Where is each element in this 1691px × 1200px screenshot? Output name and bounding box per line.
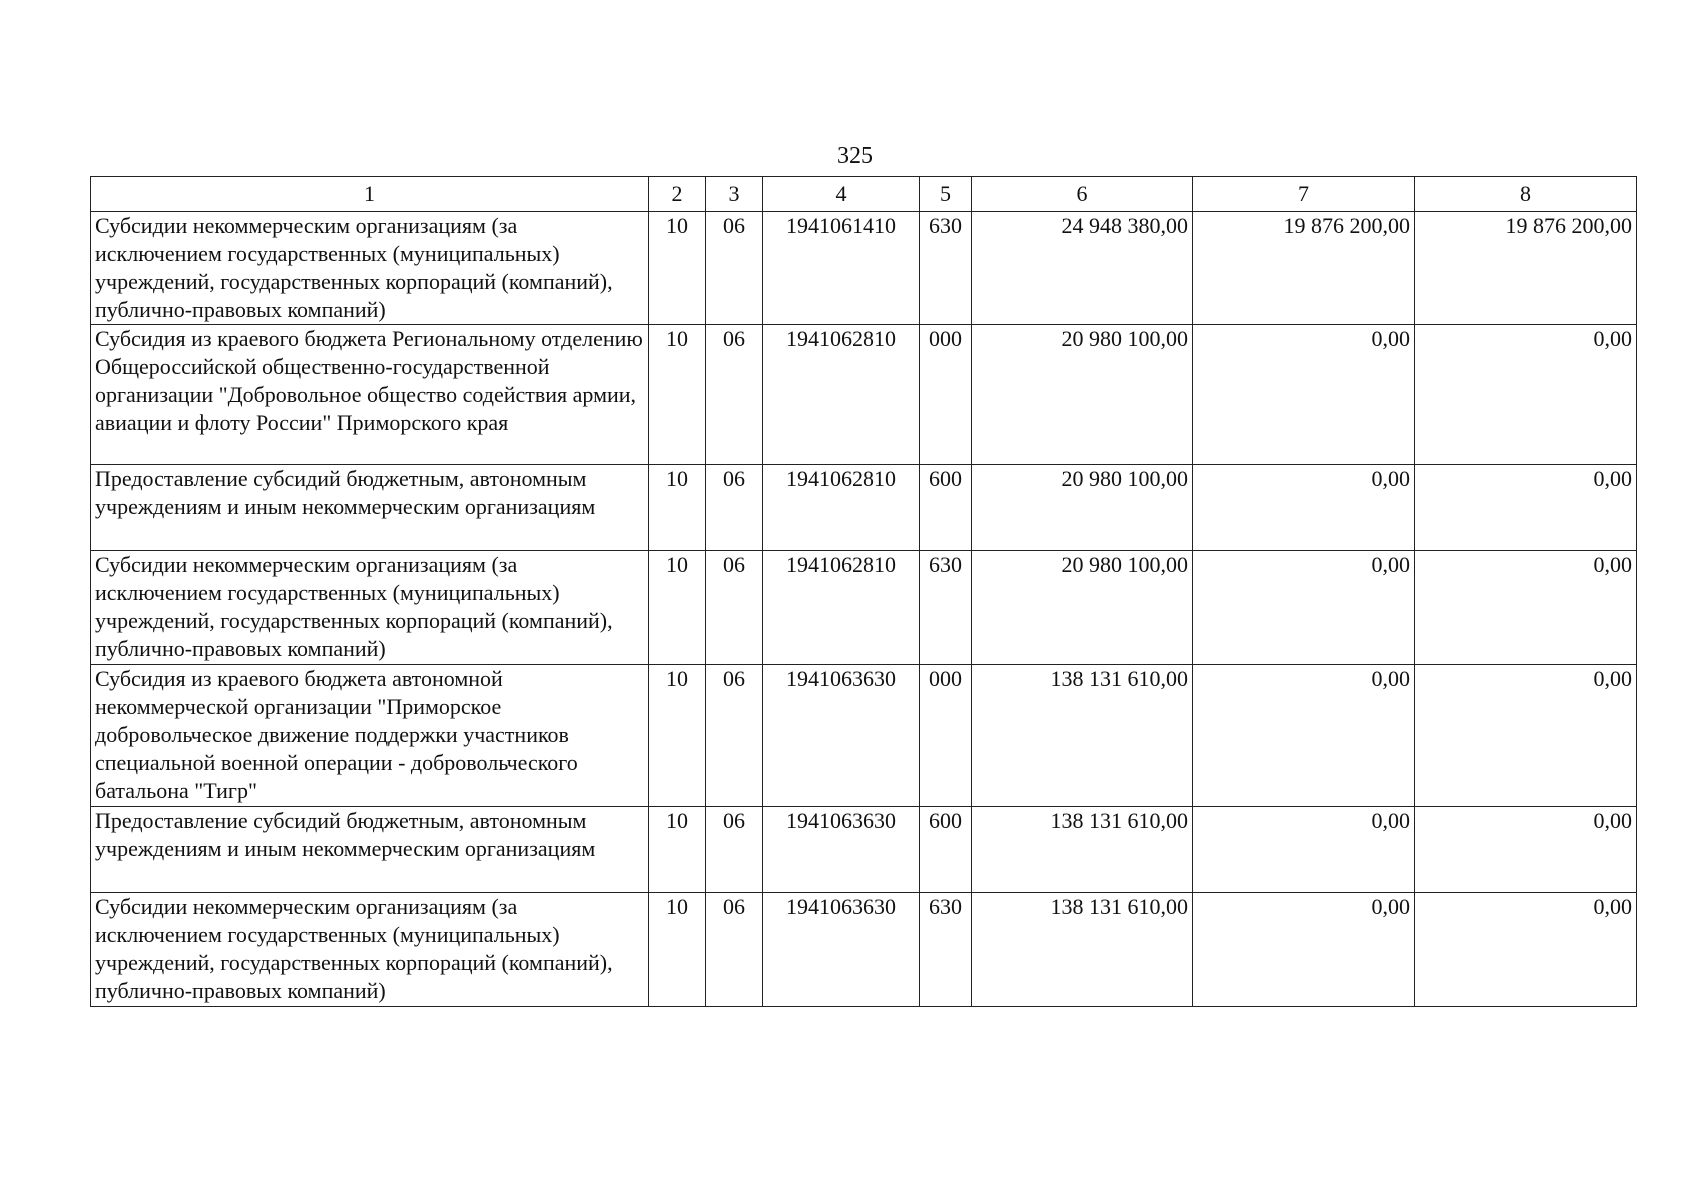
section-code-cell: 10: [649, 665, 706, 807]
amount-col7-cell: 0,00: [1193, 807, 1415, 893]
row-name-cell: Субсидии некоммерческим организациям (за исключением государственных (муниципальных) учреждений, государственных корпораций (компаний), публично-правовых компаний): [91, 551, 649, 665]
table-row: [91, 551, 1637, 665]
table-row: [91, 212, 1637, 325]
column-header: 8: [1415, 177, 1637, 212]
expense-type-cell: 000: [920, 325, 972, 465]
target-article-cell: 1941062810: [763, 465, 920, 551]
section-code-cell: 10: [649, 807, 706, 893]
column-header: 4: [763, 177, 920, 212]
expense-type-cell: 630: [920, 212, 972, 325]
subsection-code-cell: 06: [706, 665, 763, 807]
section-code-cell: 10: [649, 465, 706, 551]
column-header: 2: [649, 177, 706, 212]
table-row: [91, 465, 1637, 551]
row-name-cell: Субсидия из краевого бюджета Региональному отделению Общероссийской общественно-государственной организации "Добровольное общество содействия армии, авиации и флоту России" Приморского края: [91, 325, 649, 465]
amount-col7-cell: 0,00: [1193, 551, 1415, 665]
amount-col7-cell: 19 876 200,00: [1193, 212, 1415, 325]
expense-type-cell: 630: [920, 551, 972, 665]
amount-col6-cell: 138 131 610,00: [972, 807, 1193, 893]
expense-type-cell: 000: [920, 665, 972, 807]
section-code-cell: 10: [649, 325, 706, 465]
amount-col7-cell: 0,00: [1193, 465, 1415, 551]
table-row: [91, 807, 1637, 893]
row-name-cell: Субсидии некоммерческим организациям (за исключением государственных (муниципальных) учреждений, государственных корпораций (компаний), публично-правовых компаний): [91, 212, 649, 325]
amount-col7-cell: 0,00: [1193, 325, 1415, 465]
amount-col8-cell: 0,00: [1415, 325, 1637, 465]
target-article-cell: 1941062810: [763, 551, 920, 665]
target-article-cell: 1941062810: [763, 325, 920, 465]
column-header: 5: [920, 177, 972, 212]
amount-col8-cell: 0,00: [1415, 465, 1637, 551]
target-article-cell: 1941063630: [763, 665, 920, 807]
expense-type-cell: 600: [920, 465, 972, 551]
column-header: 7: [1193, 177, 1415, 212]
amount-col8-cell: 19 876 200,00: [1415, 212, 1637, 325]
target-article-cell: 1941063630: [763, 893, 920, 1007]
amount-col8-cell: 0,00: [1415, 665, 1637, 807]
subsection-code-cell: 06: [706, 325, 763, 465]
table-row: [91, 665, 1637, 807]
table-row: [91, 893, 1637, 1007]
subsection-code-cell: 06: [706, 893, 763, 1007]
amount-col6-cell: 24 948 380,00: [972, 212, 1193, 325]
target-article-cell: 1941063630: [763, 807, 920, 893]
subsection-code-cell: 06: [706, 807, 763, 893]
section-code-cell: 10: [649, 212, 706, 325]
page-number: 325: [837, 143, 873, 169]
amount-col8-cell: 0,00: [1415, 551, 1637, 665]
column-header: 1: [91, 177, 649, 212]
amount-col6-cell: 138 131 610,00: [972, 893, 1193, 1007]
amount-col6-cell: 20 980 100,00: [972, 325, 1193, 465]
budget-table: [90, 176, 1637, 1007]
amount-col6-cell: 20 980 100,00: [972, 551, 1193, 665]
subsection-code-cell: 06: [706, 465, 763, 551]
row-name-cell: Предоставление субсидий бюджетным, автономным учреждениям и иным некоммерческим организациям: [91, 807, 649, 893]
amount-col7-cell: 0,00: [1193, 665, 1415, 807]
section-code-cell: 10: [649, 551, 706, 665]
row-name-cell: Субсидия из краевого бюджета автономной некоммерческой организации "Приморское добровольческое движение поддержки участников специальной военной операции - добровольческого батальона "Тигр": [91, 665, 649, 807]
amount-col7-cell: 0,00: [1193, 893, 1415, 1007]
row-name-cell: Субсидии некоммерческим организациям (за исключением государственных (муниципальных) учреждений, государственных корпораций (компаний), публично-правовых компаний): [91, 893, 649, 1007]
table-row: [91, 325, 1637, 465]
amount-col6-cell: 20 980 100,00: [972, 465, 1193, 551]
subsection-code-cell: 06: [706, 212, 763, 325]
column-header: 6: [972, 177, 1193, 212]
subsection-code-cell: 06: [706, 551, 763, 665]
expense-type-cell: 600: [920, 807, 972, 893]
target-article-cell: 1941061410: [763, 212, 920, 325]
column-header: 3: [706, 177, 763, 212]
table-header-row: [91, 177, 1637, 212]
row-name-cell: Предоставление субсидий бюджетным, автономным учреждениям и иным некоммерческим организациям: [91, 465, 649, 551]
amount-col8-cell: 0,00: [1415, 893, 1637, 1007]
amount-col8-cell: 0,00: [1415, 807, 1637, 893]
section-code-cell: 10: [649, 893, 706, 1007]
amount-col6-cell: 138 131 610,00: [972, 665, 1193, 807]
expense-type-cell: 630: [920, 893, 972, 1007]
